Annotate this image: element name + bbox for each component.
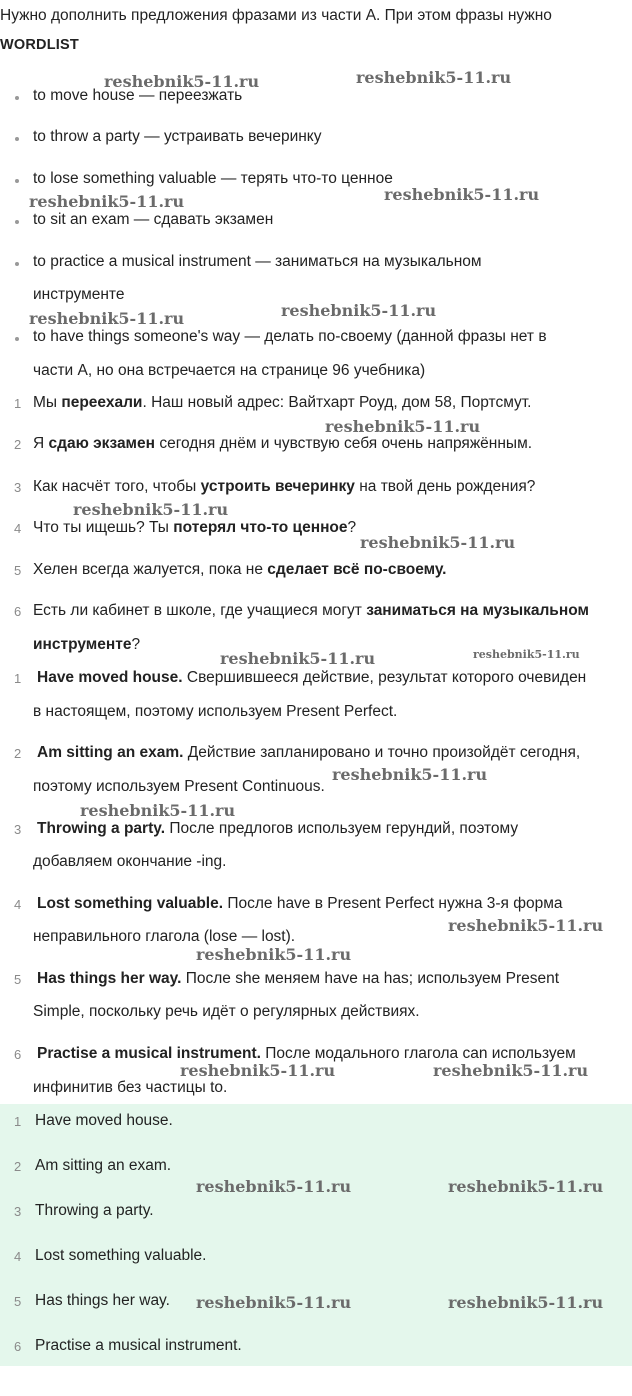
document-page: Нужно дополнить предложения фразами из части А. При этом фразы нужно WORDLIST to move house — переезжать to throw a party — устраивать вечеринку to lose something valuable — терять что-то ценное to sit an exam — сдавать экзамен to practice a musical instrument — заниматься на музыкальном инструменте to have things someone's way — делать по-своему (данной фразы нет в части А, но она встречается на странице 96 учебника) 1 Мы переехали. Наш новый адрес: Вайтхарт Роуд, дом 58, Портсмут. 2 Я сдаю экзамен сегодня днём и чувствую себя очень напряжённым. 3 Как насчёт того, чтобы устроить вечеринку на твой день рождения? 4 Что ты ищешь? Ты потерял что-то ценное? 5 Хелен всегда жалуется, пока не сделает всё по-своему. 6 Есть ли кабинет в школе, где учащиеся могут заниматься на музыкальном инструменте? 1 Have moved house. Свершившееся действие, результат которого очевиден в настоящем, поэтому используем Present Perfect. 2 Am sitting an exam. Действие запланировано и точно произойдёт сегодня, поэтому используем Present Continuous. 3 Throwing a party. После предлогов используем герундий, поэтому добавляем окончание -ing. 4 Lost something valuable. После have в Present Perfect нужна 3-я форма неправильного глагола (lose — lost). 5 Has things her way. После she меняем have на has; используем Present Simple, поскольку речь идёт о регулярных действиях. 6 Practise a musical instrument. После модального глагола can используем инфинитив без частицы to. 1 Have moved house. 2 Am sitting an exam. 3 Throwing a party. 4 Lost something valuable. 5 Has things her way. 6 Practise a musical instrument. reshebnik5-11.ru reshebnik5-11.ru reshebnik5-11.ru reshebnik5-11.ru reshebnik5-11.ru reshebnik5-11.ru reshebnik5-11.ru reshebnik5-11.ru reshebnik5-11.ru reshebnik5-11.ru reshebnik5-11.ru reshebnik5-11.ru reshebnik5-11.ru reshebnik5-11.ru reshebnik5-11.ru reshebnik5-11.ru reshebnik5-11.ru reshebnik5-11.ru reshebnik5-11.ru reshebnik5-11.ru reshebnik5-11.ru (0, 0, 632, 1396)
watermark: reshebnik5-11.ru (281, 301, 437, 320)
bullet-icon (15, 179, 19, 183)
watermark: reshebnik5-11.ru (180, 1061, 336, 1080)
wordlist-title: WORDLIST (0, 37, 79, 53)
watermark: reshebnik5-11.ru (384, 185, 540, 204)
explanation-continuation: неправильного глагола (lose — lost). (33, 928, 296, 945)
wordlist-item-continuation: части А, но она встречается на странице 96 учебника) (33, 362, 426, 379)
watermark: reshebnik5-11.ru (433, 1061, 589, 1080)
bullet-icon (15, 96, 19, 100)
wordlist-item-continuation: инструменте (33, 286, 125, 303)
watermark: reshebnik5-11.ru (448, 916, 604, 935)
bullet-icon (15, 137, 19, 141)
explanation-continuation: в настоящем, поэтому используем Present Perfect. (33, 703, 398, 720)
translation-row-continuation: инструменте? (33, 636, 141, 653)
watermark: reshebnik5-11.ru (448, 1293, 604, 1312)
watermark: reshebnik5-11.ru (196, 945, 352, 964)
watermark: reshebnik5-11.ru (29, 309, 185, 328)
watermark: reshebnik5-11.ru (73, 500, 229, 519)
watermark: reshebnik5-11.ru (29, 192, 185, 211)
explanation-continuation: добавляем окончание -ing. (33, 853, 227, 870)
watermark: reshebnik5-11.ru (325, 417, 481, 436)
watermark: reshebnik5-11.ru (80, 801, 236, 820)
watermark: reshebnik5-11.ru (448, 1177, 604, 1196)
bullet-icon (15, 220, 19, 224)
answers-block (0, 1104, 632, 1366)
watermark: reshebnik5-11.ru (104, 72, 260, 91)
watermark: reshebnik5-11.ru (473, 648, 580, 661)
watermark: reshebnik5-11.ru (196, 1293, 352, 1312)
bullet-icon (15, 337, 19, 341)
explanation-continuation: поэтому используем Present Continuous. (33, 778, 325, 795)
bullet-icon (15, 262, 19, 266)
watermark: reshebnik5-11.ru (220, 649, 376, 668)
watermark: reshebnik5-11.ru (332, 765, 488, 784)
explanation-continuation: Simple, поскольку речь идёт о регулярных действиях. (33, 1003, 420, 1020)
explanation-continuation: инфинитив без частицы to. (33, 1079, 228, 1096)
watermark: reshebnik5-11.ru (360, 533, 516, 552)
watermark: reshebnik5-11.ru (196, 1177, 352, 1196)
watermark: reshebnik5-11.ru (356, 68, 512, 87)
intro-text: Нужно дополнить предложения фразами из части А. При этом фразы нужно (0, 7, 552, 24)
